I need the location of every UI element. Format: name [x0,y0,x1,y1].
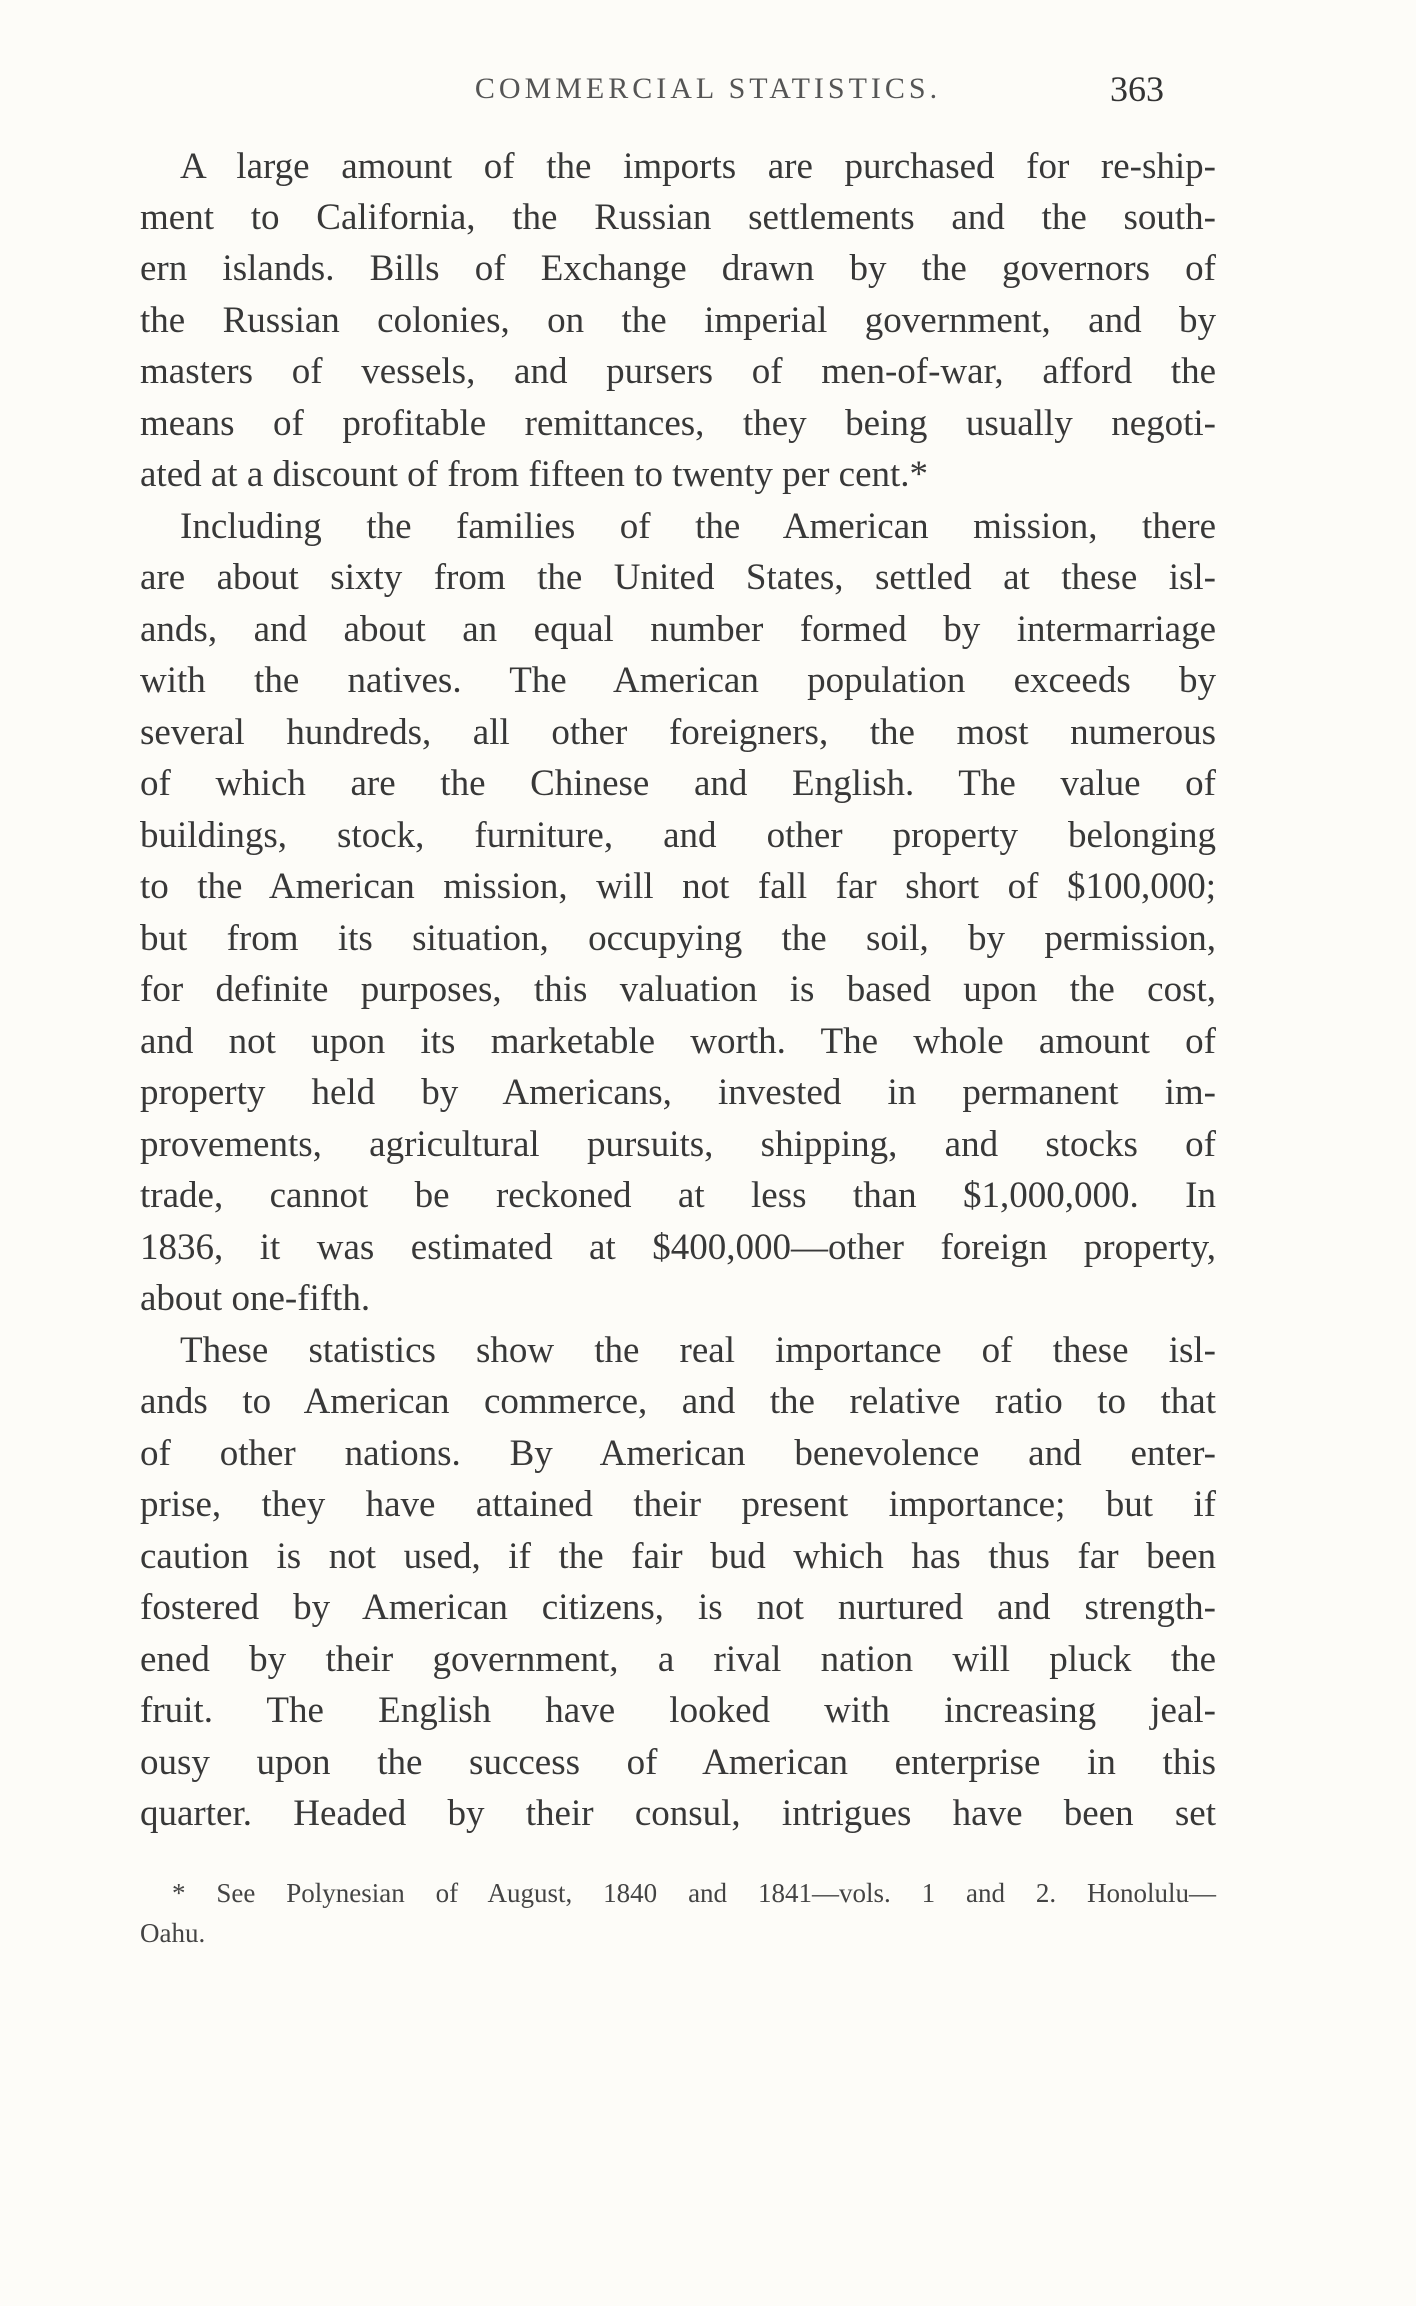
text-line: A large amount of the imports are purchased for re-ship- [180,146,1216,187]
text-line: ern islands. Bills of Exchange drawn by the governors of [140,248,1216,289]
page-number: 363 [1110,69,1164,109]
text-line: of other nations. By American benevolence and enter- [140,1433,1216,1474]
text-line: means of profitable remittances, they being usually negoti- [140,403,1216,444]
text-line: to the American mission, will not fall far short of $100,000; [140,866,1216,907]
text-line: are about sixty from the United States, settled at these isl- [140,557,1216,598]
text-line: 1836, it was estimated at $400,000—other foreign property, [140,1227,1216,1268]
text-line: the Russian colonies, on the imperial government, and by [140,300,1216,341]
text-line: with the natives. The American population exceeds by [140,660,1216,701]
text-line: ands to American commerce, and the relative ratio to that [140,1381,1216,1422]
text-line: property held by Americans, invested in permanent im- [140,1072,1216,1113]
text-line: and not upon its marketable worth. The whole amount of [140,1021,1216,1062]
footnote-line: * See Polynesian of August, 1840 and 1841—vols. 1 and 2. Honolulu— [172,1878,1216,1908]
text-line: quarter. Headed by their consul, intrigues have been set [140,1793,1216,1834]
running-title: COMMERCIAL STATISTICS. [474,72,942,105]
text-line: ands, and about an equal number formed by intermarriage [140,609,1216,650]
text-line: trade, cannot be reckoned at less than $1,000,000. In [140,1175,1216,1216]
text-line: fostered by American citizens, is not nurtured and strength- [140,1587,1216,1628]
text-line: ousy upon the success of American enterprise in this [140,1742,1216,1783]
text-line: provements, agricultural pursuits, shipping, and stocks of [140,1124,1216,1165]
text-line: ated at a discount of from fifteen to twenty per cent.* [140,454,929,495]
text-line: These statistics show the real importance of these isl- [180,1330,1216,1371]
text-line: of which are the Chinese and English. The value of [140,763,1216,804]
text-line: fruit. The English have looked with increasing jeal- [140,1690,1216,1731]
footnote-line: Oahu. [140,1918,206,1948]
text-line: caution is not used, if the fair bud which has thus far been [140,1536,1216,1577]
text-line: but from its situation, occupying the soil, by permission, [140,918,1216,959]
text-line: for definite purposes, this valuation is based upon the cost, [140,969,1216,1010]
text-line: Including the families of the American mission, there [180,506,1216,547]
text-line: masters of vessels, and pursers of men-of-war, afford the [140,351,1216,392]
text-line: several hundreds, all other foreigners, the most numerous [140,712,1216,753]
text-line: prise, they have attained their present importance; but if [140,1484,1216,1525]
text-line: buildings, stock, furniture, and other property belonging [140,815,1216,856]
text-line: ened by their government, a rival nation will pluck the [140,1639,1216,1680]
text-line: about one-fifth. [140,1278,371,1319]
text-line: ment to California, the Russian settlements and the south- [140,197,1216,238]
